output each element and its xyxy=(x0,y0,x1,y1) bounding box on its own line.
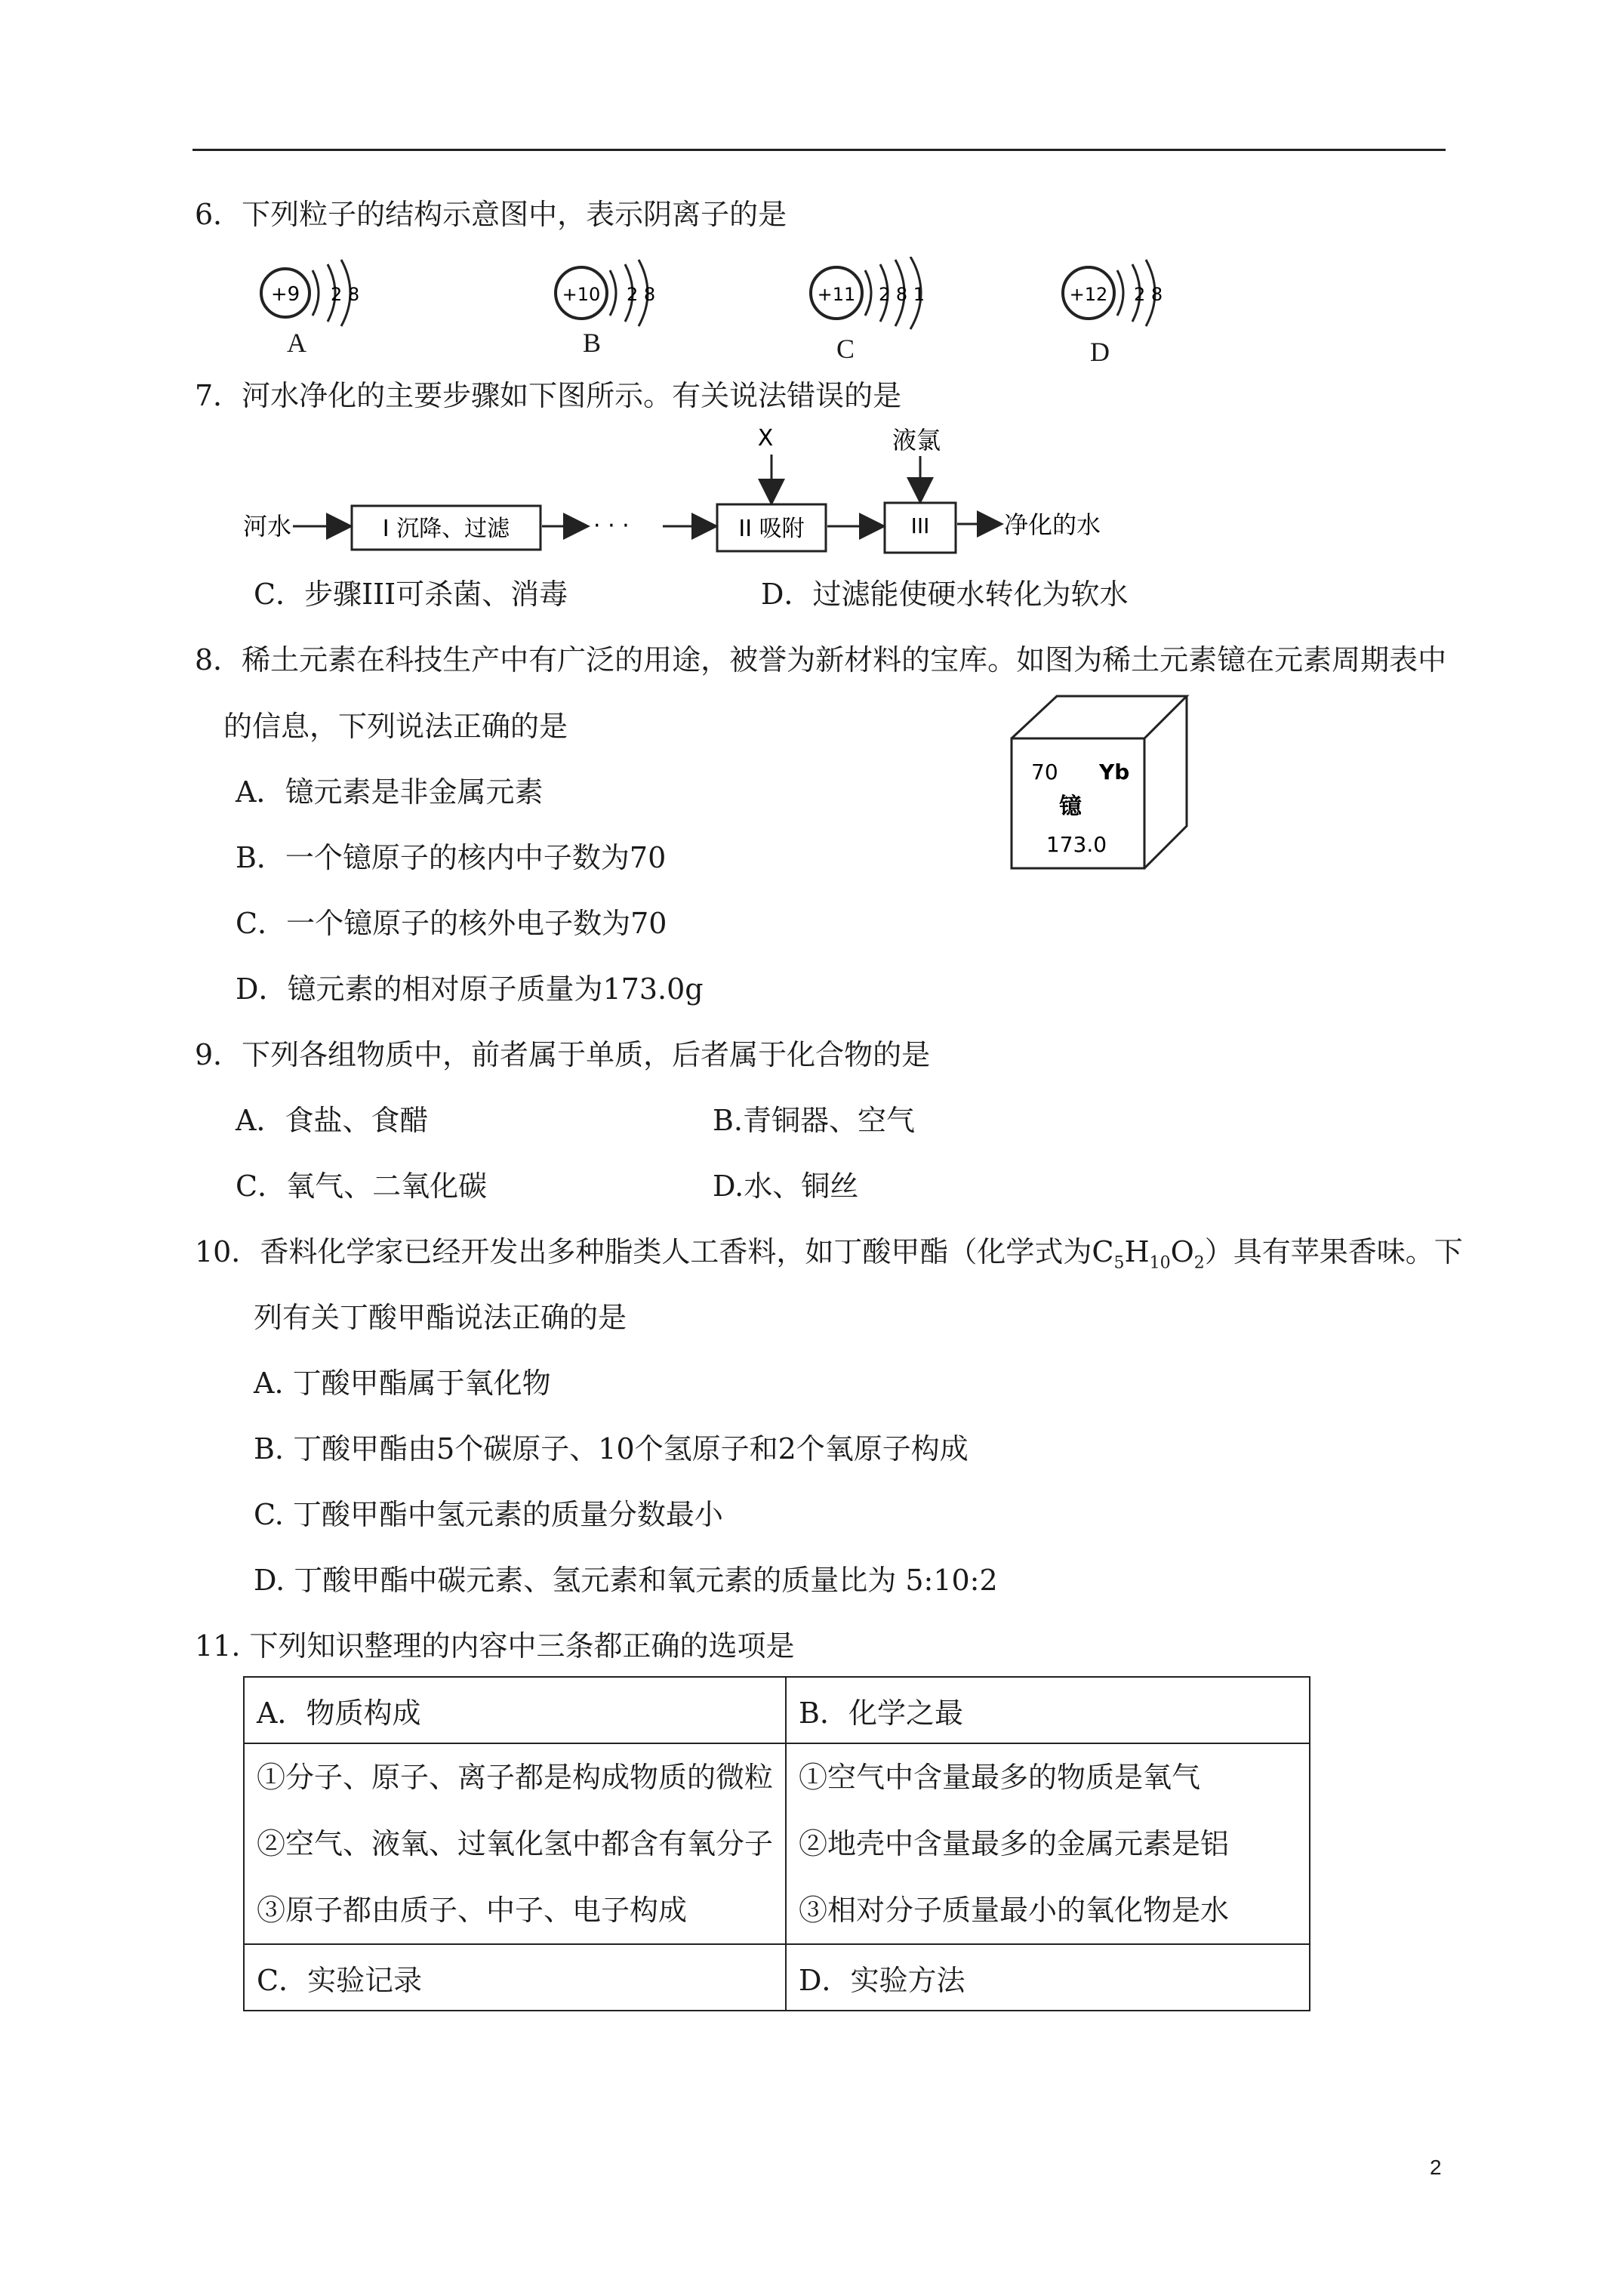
q7-option-c: C．步骤III可杀菌、消毒 xyxy=(254,578,568,611)
q11-b-line: ②地壳中含量最多的金属元素是铝 xyxy=(799,1827,1230,1860)
q10-option-a: A. 丁酸甲酯属于氧化物 xyxy=(254,1367,551,1400)
q9-option-a: A．食盐、食醋 xyxy=(236,1104,429,1137)
q11-cell-a-body xyxy=(244,1743,786,1944)
page-number: 2 xyxy=(1430,2156,1442,2179)
q8-option-d: D．镱元素的相对原子质量为173.0g xyxy=(236,972,704,1006)
header-rule xyxy=(192,149,1446,151)
q7-input-label: 河水 xyxy=(243,512,292,541)
q11-cell-d-head: D．实验方法 xyxy=(786,1944,1310,2011)
atom-structure-icon xyxy=(551,257,664,340)
atom-structure-icon xyxy=(1057,257,1170,340)
atom-structure-icon xyxy=(257,257,370,340)
q8-element-card xyxy=(1009,693,1190,877)
q7-output-label: 净化的水 xyxy=(1004,510,1101,539)
q11-cell-b-head: B．化学之最 xyxy=(786,1677,1310,1743)
q6-option-b-diagram xyxy=(551,257,664,343)
q10-stem-line1: 10．香料化学家已经开发出多种脂类人工香料，如丁酸甲酯（化学式为$C_5H_{10}O_2$）具有苹果香味。下 xyxy=(195,1235,1463,1273)
q11-a-line: ②空气、液氧、过氧化氢中都含有氧分子 xyxy=(257,1827,774,1860)
q8-option-c: C．一个镱原子的核外电子数为70 xyxy=(236,907,667,940)
q6-c-shells: 2 8 1 xyxy=(879,284,925,305)
q11-a-line: ③原子都由质子、中子、电子构成 xyxy=(257,1894,688,1927)
q8-stem-line2: 的信息，下列说法正确的是 xyxy=(223,710,568,743)
element-name: 镱 xyxy=(1059,794,1082,820)
q10-option-d: D. 丁酸甲酯中碳元素、氢元素和氧元素的质量比为 5:10:2 xyxy=(254,1564,998,1597)
q6-option-b-label: B xyxy=(583,328,602,358)
q6-b-shells: 2 8 xyxy=(627,284,656,305)
q7-step1-label: I 沉降、过滤 xyxy=(382,516,510,542)
q10-option-b: B. 丁酸甲酯由5个碳原子、10个氢原子和2个氧原子构成 xyxy=(254,1432,969,1465)
q11-cell-c-head: C．实验记录 xyxy=(244,1944,786,2011)
q11-cell-b-body xyxy=(786,1743,1310,1944)
q6-option-d-label: D xyxy=(1090,337,1110,367)
q6-c-nucleus: +11 xyxy=(817,284,856,305)
q10-stem-line2: 列有关丁酸甲酯说法正确的是 xyxy=(254,1301,627,1334)
q11-b-line: ①空气中含量最多的物质是氧气 xyxy=(799,1761,1201,1794)
q7-stem: 7．河水净化的主要步骤如下图所示。有关说法错误的是 xyxy=(195,379,902,412)
element-number: 70 xyxy=(1031,760,1058,784)
q9-stem: 9．下列各组物质中，前者属于单质，后者属于化合物的是 xyxy=(195,1038,931,1071)
q6-option-c-label: C xyxy=(836,334,855,364)
q6-stem: 6．下列粒子的结构示意图中，表示阴离子的是 xyxy=(195,198,787,231)
q9-option-d: D.水、铜丝 xyxy=(713,1170,859,1203)
q6-option-a-diagram xyxy=(257,257,370,343)
q7-option-d: D．过滤能使硬水转化为软水 xyxy=(761,578,1129,611)
q11-cell-a-head: A．物质构成 xyxy=(244,1677,786,1743)
q11-b-line: ③相对分子质量最小的氧化物是水 xyxy=(799,1894,1230,1927)
q6-option-c-diagram xyxy=(806,257,935,343)
q9-option-b: B.青铜器、空气 xyxy=(713,1104,916,1137)
element-mass: 173.0 xyxy=(1046,832,1107,857)
q11-table xyxy=(243,1676,1310,2011)
element-symbol: Yb xyxy=(1099,760,1130,784)
q11-stem: 11. 下列知识整理的内容中三条都正确的选项是 xyxy=(195,1629,795,1663)
q8-option-a: A．镱元素是非金属元素 xyxy=(236,775,544,809)
q6-b-nucleus: +10 xyxy=(562,284,601,305)
q6-a-nucleus: +9 xyxy=(270,283,300,306)
q7-add-cl-label: 液氯 xyxy=(892,426,941,455)
q6-d-nucleus: +12 xyxy=(1069,284,1108,305)
q9-option-c: C．氧气、二氧化碳 xyxy=(236,1170,488,1203)
q7-add-x-label: X xyxy=(757,425,774,451)
q7-step2-label: II 吸附 xyxy=(738,516,805,542)
q6-option-a-label: A xyxy=(287,328,306,358)
q7-step3-label: III xyxy=(910,513,930,538)
q8-stem-line1: 8．稀土元素在科技生产中有广泛的用途，被誉为新材料的宝库。如图为稀土元素镱在元素周期表中 xyxy=(195,643,1447,676)
q7-flow-diagram xyxy=(240,423,1146,577)
q11-a-line: ①分子、原子、离子都是构成物质的微粒 xyxy=(257,1761,774,1794)
q6-option-d-diagram xyxy=(1057,257,1170,343)
q10-option-c: C. 丁酸甲酯中氢元素的质量分数最小 xyxy=(254,1498,723,1531)
q7-dots: · · · xyxy=(593,513,630,539)
q6-d-shells: 2 8 xyxy=(1134,284,1163,305)
q6-a-shells: 2 8 xyxy=(331,284,360,305)
q8-option-b: B．一个镱原子的核内中子数为70 xyxy=(236,841,667,874)
atom-structure-icon xyxy=(806,257,935,340)
